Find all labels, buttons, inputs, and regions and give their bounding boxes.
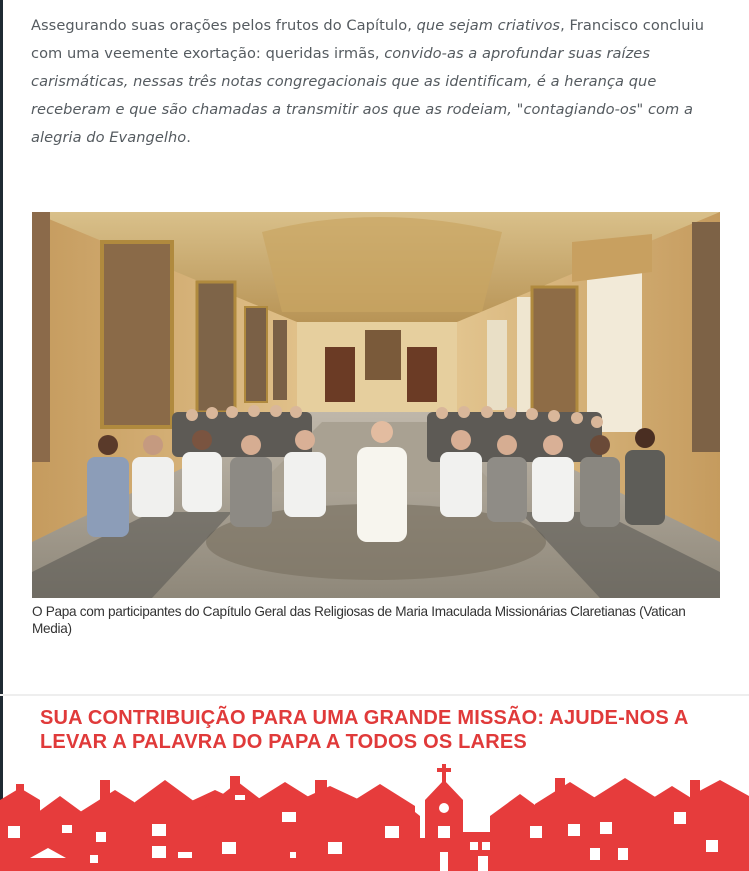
- promo-divider: [0, 694, 749, 696]
- article-paragraph: [31, 12, 731, 152]
- photo-group-icon: [32, 212, 720, 598]
- paragraph-italic-2: convido-as a aprofundar suas raízes carismáticas, nessas três notas congregacionais que as identificam, é a herança que receberam e que são chamadas a transmitir aos que as rodeiam, "contagiando-os" com a alegria do Evangelho: [31, 45, 693, 146]
- article-photo[interactable]: [32, 212, 720, 598]
- paragraph-text-2: , Francisco concluiu com uma veemente exortação: queridas irmãs,: [31, 17, 705, 62]
- paragraph-text-1: Assegurando suas orações pelos frutos do Capítulo,: [31, 17, 417, 34]
- houses-skyline-icon[interactable]: [0, 760, 749, 871]
- promo-title[interactable]: SUA CONTRIBUIÇÃO PARA UMA GRANDE MISSÃO: AJUDE-NOS A LEVAR A PALAVRA DO PAPA A TODOS OS LARES: [40, 707, 688, 753]
- paragraph-text-3: .: [186, 129, 191, 146]
- left-border: [0, 0, 3, 871]
- paragraph-italic-1: que sejam criativos: [416, 17, 561, 34]
- photo-caption: O Papa com participantes do Capítulo Geral das Religiosas de Maria Imaculada Missionárias Claretianas (Vatican Media): [32, 604, 686, 636]
